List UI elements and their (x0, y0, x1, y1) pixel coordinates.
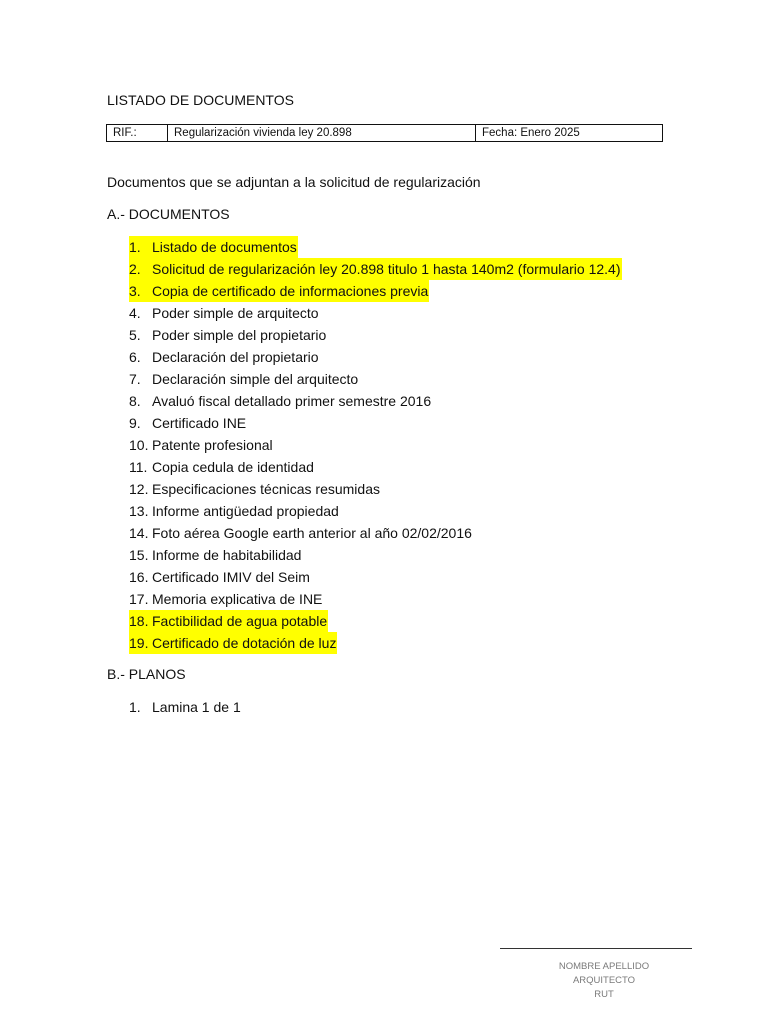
list-item (129, 236, 622, 258)
item-text-row (129, 522, 473, 544)
highlighted-text (129, 280, 429, 302)
section-b-heading: B.- PLANOS (107, 666, 186, 682)
list-item (129, 478, 622, 500)
list-item-text: Informe antigüedad propiedad (152, 503, 339, 519)
list-item (129, 522, 622, 544)
list-item-text: Informe de habitabilidad (152, 547, 302, 563)
highlighted-text (129, 610, 328, 632)
list-item-text: Declaración simple del arquitecto (152, 371, 359, 387)
list-item-number: 11. (129, 459, 148, 475)
list-item-number: 6. (129, 349, 141, 365)
list-item-number: 17. (129, 591, 149, 607)
list-item (129, 280, 622, 302)
list-item (129, 434, 622, 456)
signature-name: NOMBRE APELLIDO (558, 961, 650, 972)
list-item-text: Poder simple del propietario (152, 327, 327, 343)
date-cell: Fecha: Enero 2025 (476, 125, 663, 142)
list-item-number: 19. (129, 635, 149, 651)
item-text-row (129, 478, 381, 500)
item-text-row (129, 434, 274, 456)
item-text-row (129, 412, 247, 434)
list-item (129, 302, 622, 324)
list-item-number: 1. (129, 239, 141, 255)
list-item-text: Copia de certificado de informaciones previa (152, 283, 429, 299)
item-text-row (129, 588, 323, 610)
plans-list (129, 696, 242, 718)
list-item-number: 5. (129, 327, 141, 343)
list-item-number: 12. (129, 481, 149, 497)
item-text-row (129, 324, 327, 346)
item-text-row (129, 696, 242, 718)
item-text-row (129, 346, 320, 368)
list-item (129, 610, 622, 632)
item-text-row (129, 390, 432, 412)
list-item-number: 1. (129, 699, 141, 715)
list-item-text: Avaluó fiscal detallado primer semestre 2016 (152, 393, 432, 409)
signature-line (500, 948, 692, 949)
list-item-text: Memoria explicativa de INE (152, 591, 323, 607)
list-item-text: Factibilidad de agua potable (152, 613, 328, 629)
header-table-row (107, 125, 663, 142)
item-text-row (129, 544, 302, 566)
list-item-text: Foto aérea Google earth anterior al año 02/02/2016 (152, 525, 472, 541)
list-item-text: Copia cedula de identidad (152, 459, 314, 475)
item-text-row (129, 368, 359, 390)
item-text-row (129, 566, 311, 588)
list-item-text: Especificaciones técnicas resumidas (152, 481, 380, 497)
list-item (129, 544, 622, 566)
list-item (129, 566, 622, 588)
list-item-number: 2. (129, 261, 141, 277)
list-item-text: Certificado de dotación de luz (152, 635, 337, 651)
list-item (129, 588, 622, 610)
list-item-number: 8. (129, 393, 141, 409)
list-item-number: 13. (129, 503, 149, 519)
highlighted-text (129, 236, 298, 258)
item-text-row (129, 456, 315, 478)
list-item-number: 4. (129, 305, 141, 321)
rif-cell: RIF.: (107, 125, 168, 142)
description-cell: Regularización vivienda ley 20.898 (168, 125, 476, 142)
list-item-number: 10. (129, 437, 149, 453)
section-a-heading: A.- DOCUMENTOS (107, 206, 230, 222)
highlighted-text (129, 258, 622, 280)
list-item (129, 346, 622, 368)
document-title: LISTADO DE DOCUMENTOS (107, 92, 294, 108)
list-item-text: Certificado INE (152, 415, 247, 431)
list-item-number: 3. (129, 283, 141, 299)
signature-block (500, 960, 708, 1002)
list-item (129, 390, 622, 412)
list-item-text: Certificado IMIV del Seim (152, 569, 310, 585)
header-table (106, 124, 663, 142)
list-item-number: 14. (129, 525, 149, 541)
list-item-text: Listado de documentos (152, 239, 297, 255)
signature-id-label: RUT (594, 989, 614, 1000)
documents-list (129, 236, 622, 654)
list-item (129, 696, 242, 718)
list-item (129, 632, 622, 654)
list-item-number: 7. (129, 371, 141, 387)
list-item-text: Patente profesional (152, 437, 273, 453)
signature-role: ARQUITECTO (572, 975, 636, 986)
list-item-number: 16. (129, 569, 149, 585)
highlighted-text (129, 632, 337, 654)
list-item-number: 9. (129, 415, 141, 431)
list-item (129, 368, 622, 390)
list-item-text: Solicitud de regularización ley 20.898 titulo 1 hasta 140m2 (formulario 12.4) (152, 261, 621, 277)
list-item (129, 258, 622, 280)
list-item (129, 456, 622, 478)
list-item-text: Lamina 1 de 1 (152, 699, 241, 715)
list-item-number: 18. (129, 613, 149, 629)
list-item-text: Declaración del propietario (152, 349, 319, 365)
list-item (129, 412, 622, 434)
list-item-text: Poder simple de arquitecto (152, 305, 319, 321)
list-item (129, 324, 622, 346)
intro-text: Documentos que se adjuntan a la solicitud de regularización (107, 174, 481, 190)
item-text-row (129, 500, 340, 522)
list-item-number: 15. (129, 547, 149, 563)
item-text-row (129, 302, 320, 324)
list-item (129, 500, 622, 522)
